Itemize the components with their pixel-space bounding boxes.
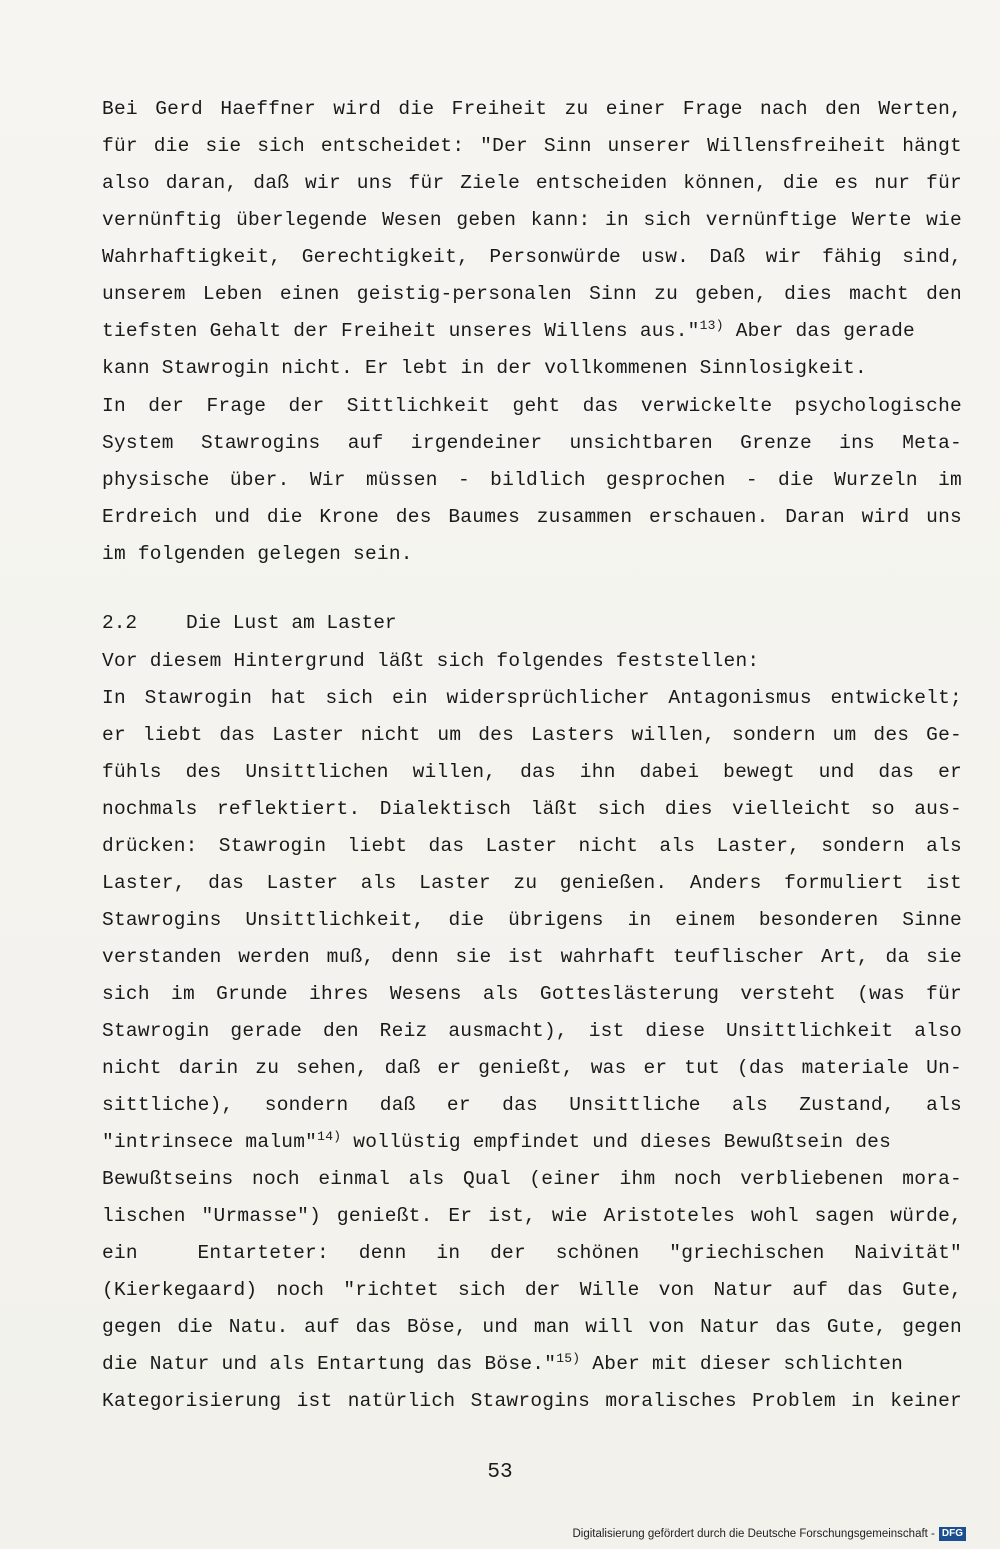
footer-text: Digitalisierung gefördert durch die Deutsche Forschungsgemeinschaft - xyxy=(572,1528,935,1540)
text-line: er liebt das Laster nicht um des Lasters willen, sondern um des Ge- xyxy=(102,724,962,746)
text-segment: Aber das gerade xyxy=(723,320,915,342)
text-segment: die Natur und als Entartung das Böse." xyxy=(102,1353,557,1375)
footnote-ref: 14) xyxy=(317,1129,342,1144)
text-line: fühls des Unsittlichen willen, das ihn dabei bewegt und das er xyxy=(102,761,962,783)
text-line: vernünftig überlegende Wesen geben kann: in sich vernünftige Werte wie xyxy=(102,209,962,231)
text-line: verstanden werden muß, denn sie ist wahrhaft teuflischer Art, da sie xyxy=(102,946,962,968)
text-line: sich im Grunde ihres Wesens als Gotteslästerung versteht (was für xyxy=(102,983,962,1005)
text-line: gegen die Natu. auf das Böse, und man will von Natur das Gute, gegen xyxy=(102,1316,962,1338)
footnote-ref: 13) xyxy=(699,318,724,333)
text-line: Erdreich und die Krone des Baumes zusammen erschauen. Daran wird uns xyxy=(102,506,962,528)
text-line: Vor diesem Hintergrund läßt sich folgendes feststellen: xyxy=(102,650,760,672)
text-line: Wahrhaftigkeit, Gerechtigkeit, Personwürde usw. Daß wir fähig sind, xyxy=(102,246,962,268)
text-line: (Kierkegaard) noch "richtet sich der Wille von Natur auf das Gute, xyxy=(102,1279,962,1301)
text-line-with-footnote xyxy=(102,1351,962,1377)
text-line: In der Frage der Sittlichkeit geht das verwickelte psychologische xyxy=(102,395,962,417)
dfg-logo-icon: DFG xyxy=(939,1527,966,1541)
text-line: In Stawrogin hat sich ein widersprüchlicher Antagonismus entwickelt; xyxy=(102,687,962,709)
text-segment: Aber mit dieser schlichten xyxy=(580,1353,904,1375)
digitization-footer xyxy=(572,1527,966,1541)
text-line-with-footnote xyxy=(102,318,962,344)
text-line: kann Stawrogin nicht. Er lebt in der vollkommenen Sinnlosigkeit. xyxy=(102,357,867,379)
text-line: im folgenden gelegen sein. xyxy=(102,543,413,565)
footnote-ref: 15) xyxy=(556,1351,581,1366)
text-line: Laster, das Laster als Laster zu genießen. Anders formuliert ist xyxy=(102,872,962,894)
section-number: 2.2 xyxy=(102,612,138,634)
text-line: Kategorisierung ist natürlich Stawrogins moralisches Problem in keiner xyxy=(102,1390,962,1412)
section-title: Die Lust am Laster xyxy=(186,612,397,634)
text-line: also daran, daß wir uns für Ziele entscheiden können, die es nur für xyxy=(102,172,962,194)
text-segment: tiefsten Gehalt der Freiheit unseres Willens aus." xyxy=(102,320,700,342)
text-line: ein Entarteter: denn in der schönen "griechischen Naivität" xyxy=(102,1242,962,1264)
text-line: unserem Leben einen geistig-personalen Sinn zu geben, dies macht den xyxy=(102,283,962,305)
text-line: physische über. Wir müssen - bildlich gesprochen - die Wurzeln im xyxy=(102,469,962,491)
text-line: nochmals reflektiert. Dialektisch läßt sich dies vielleicht so aus- xyxy=(102,798,962,820)
text-line-with-footnote xyxy=(102,1129,962,1155)
section-heading xyxy=(102,610,962,636)
text-line: Bewußtseins noch einmal als Qual (einer ihm noch verbliebenen mora- xyxy=(102,1168,962,1190)
text-line: System Stawrogins auf irgendeiner unsichtbaren Grenze ins Meta- xyxy=(102,432,962,454)
text-line: Bei Gerd Haeffner wird die Freiheit zu einer Frage nach den Werten, xyxy=(102,98,962,120)
text-line: lischen "Urmasse") genießt. Er ist, wie Aristoteles wohl sagen würde, xyxy=(102,1205,962,1227)
text-line: nicht darin zu sehen, daß er genießt, was er tut (das materiale Un- xyxy=(102,1057,962,1079)
text-line: für die sie sich entscheidet: "Der Sinn unserer Willensfreiheit hängt xyxy=(102,135,962,157)
text-segment: wollüstig empfindet und dieses Bewußtsein des xyxy=(341,1131,892,1153)
text-line: drücken: Stawrogin liebt das Laster nicht als Laster, sondern als xyxy=(102,835,962,857)
text-line: sittliche), sondern daß er das Unsittliche als Zustand, als xyxy=(102,1094,962,1116)
text-line: Stawrogin gerade den Reiz ausmacht), ist diese Unsittlichkeit also xyxy=(102,1020,962,1042)
text-line: Stawrogins Unsittlichkeit, die übrigens in einem besonderen Sinne xyxy=(102,909,962,931)
page-number: 53 xyxy=(487,1461,513,1484)
text-segment: "intrinsece malum" xyxy=(102,1131,318,1153)
